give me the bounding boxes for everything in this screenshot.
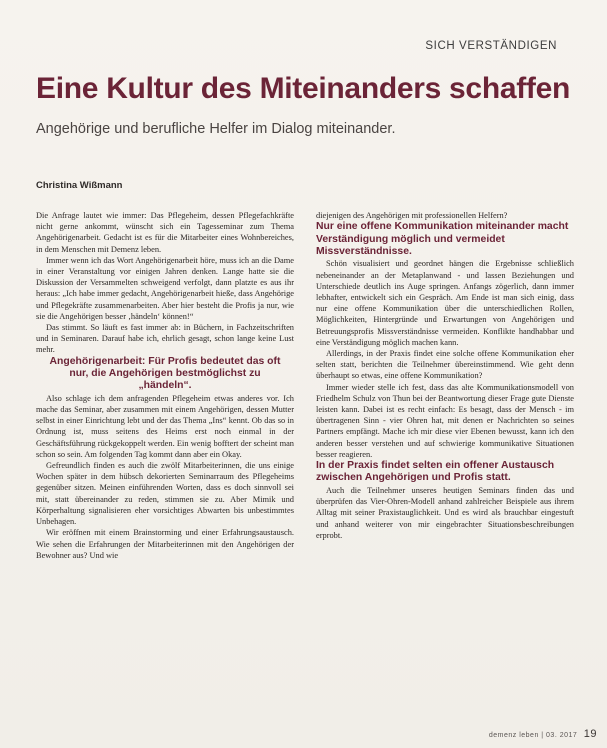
paragraph: Also schlage ich dem anfragenden Pflegeheim etwas anderes vor. Ich mache das Seminar, aber zusammen mit einem Angehörigen, dessen Mutter selbst in einer Einrichtung lebt und der das Thema „Ins“ kennt. Ob das so in Ordnung ist, muss seitens des Heims erst noch einmal in der Geschäftsführung rückgekoppelt werden. Ein wenig bofftert der scheint man schon so sein. Am folgenden Tag kommt dann aber ein Okay. [36,393,294,459]
page-number: 19 [583,728,597,740]
paragraph: Das stimmt. So läuft es fast immer ab: in Büchern, in Fachzeitschriften und in Seminaren. Darauf habe ich, ehrlich gesagt, schon lange keine Lust mehr. [36,323,294,355]
pull-quote: In der Praxis findet selten ein offener Austausch zwischen Angehörigen und Profis statt. [316,460,555,484]
page-footer [489,728,597,740]
paragraph: Schön visualisiert und geordnet hängen die Ergebnisse schließlich nebeneinander an der Metaplanwand - und lassen Beziehungen und Unterschiede deutlich ins Auge springen. Anfangs zögerlich, dann immer lebhafter, entwickelt sich ein Gespräch. Am Ende ist man sich einig, dass nur eine offene Kommunikation über die unterschiedlichen Rollen, Möglichkeiten, Hintergründe und Erwartungen von Angehörigen und Betreuungsprofis Missverständnisse vermeiden. Konflikte handhabbar und eine Verständigung möglich machen kann. [316,259,574,347]
paragraph: Die Anfrage lautet wie immer: Das Pflegeheim, dessen Pflegefachkräfte nicht gerne ankommt, wünscht sich ein Tagesseminar zum Thema Angehörigenarbeit. Gedacht ist es für die Mitarbeiter eines Wohnbereiches, in dem Menschen mit Demenz leben. [36,211,294,254]
paragraph: Immer wieder stelle ich fest, dass das alte Kommunikationsmodell von Friedhelm Schulz von Thun bei der Beantwortung dieser Frage gute Dienste leisten kann. Dabei ist es recht einfach: Es besagt, dass der Mensch - im übertragenen Sinn - vier Ohren hat, mit denen er Nachrichten so seines Partners empfängt. Mache ich mir diese vier Ebenen bewusst, kann ich den anderen besser verstehen und auf schwierige kommunikative Situationen besser reagieren. [316,382,574,459]
text-column-left [36,210,294,561]
author-name: Christina Wißmann [36,180,123,191]
paragraph: diejenigen des Angehörigen mit professionellen Helfern? [316,211,508,220]
section-label: SICH VERSTÄNDIGEN [425,40,557,52]
paragraph: Wir eröffnen mit einem Brainstorming und einer Erfahrungsaustausch. Wie sehen die Erfahrungen der Mitarbeiterinnen mit den Angehörigen der Bewohner aus? Und wie [36,528,294,560]
paragraph: Allerdings, in der Praxis findet eine solche offene Kommunikation eher selten statt, berichten die Teilnehmer übereinstimmend. Wie geht denn überhaupt so etwas, eine offene Kommunikation? [316,349,574,381]
paragraph: Gefreundlich finden es auch die zwölf Mitarbeiterinnen, die uns einige Wochen später in dem hübsch dekorierten Seminarraum des Pflegeheims gegenüber sitzen. Meinen einführenden Worten, dass es doch sinnvoll sei mit, statt übereinander zu reden, stimmen sie zu. Aber Mimik und Körperhaltung signalisieren eher vorsichtiges Abwarten bis unbestimmtes Unbehagen. [36,461,294,527]
pull-quote: Angehörigenarbeit: Für Profis bedeutet das oft nur, die Angehörigen bestmöglichst zu „händeln“. [49,355,281,392]
issue-label: demenz leben | 03. 2017 [488,732,578,739]
pull-quote: Nur eine offene Kommunikation miteinander macht Verständigung möglich und vermeidet Missverständnisse. [316,221,569,258]
text-column-right [316,210,574,541]
paragraph: Auch die Teilnehmer unseres heutigen Seminars finden das und überprüfen das Vier-Ohren-Modell anhand zahlreicher Beispiele aus ihrem Alltag mit seiner Praxistauglichkeit. Und es wird als brauchbar eingestuft und anhand weiterer von mir eingebrachter Situationsbeschreibungen erprobt. [316,485,574,540]
article-subtitle: Angehörige und berufliche Helfer im Dialog miteinander. [36,121,396,137]
article-title: Eine Kultur des Miteinanders schaffen [36,72,571,105]
paragraph: Immer wenn ich das Wort Angehörigenarbeit höre, muss ich an die Dame in einer Veranstaltung vor einigen Jahren denken. Lange hatte sie die Diskussion der Versammelten schweigend verfolgt, dann platzte es aus ihr heraus: „Ich habe immer gedacht, Angehörigenarbeit hieße, dass Angehörige und Pflegekräfte zusammenarbeiten. Aber hier besteht die Profis ja nur, wie sie die Angehörigen besser ‚händeln‘ können!“ [36,255,294,321]
